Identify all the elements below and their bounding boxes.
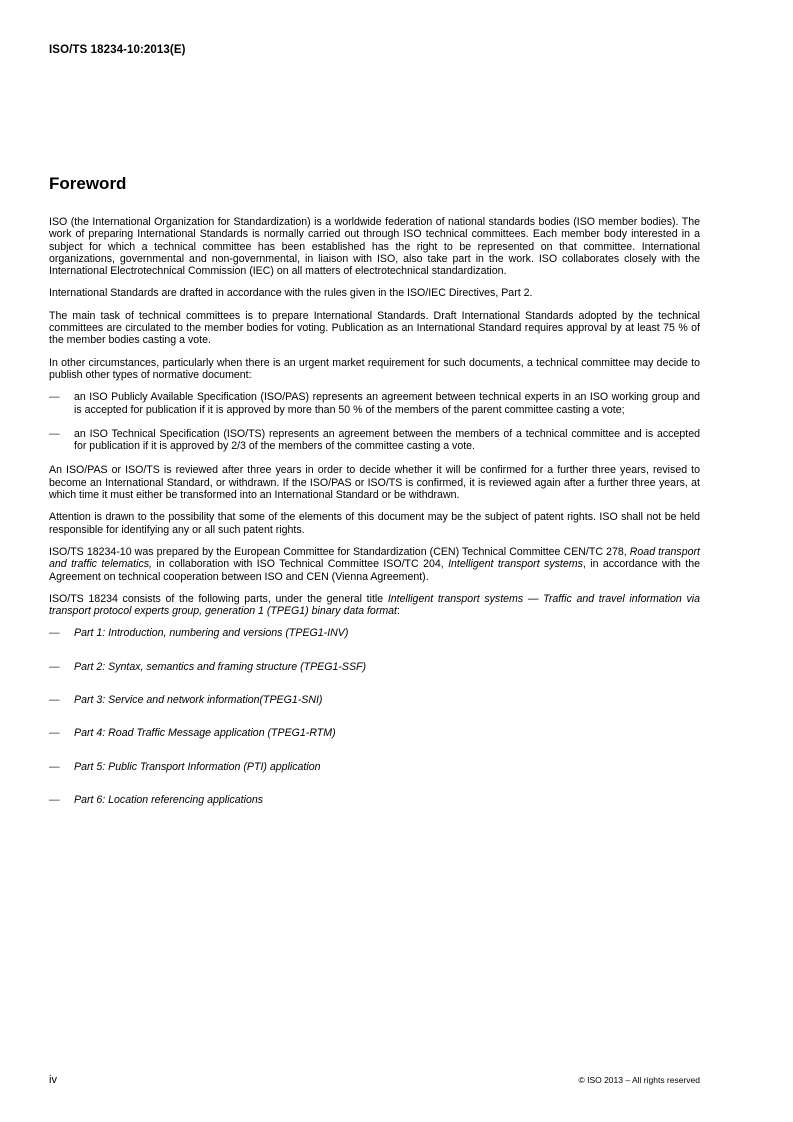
part-title: Part 5: Public Transport Information (PTI) application	[74, 760, 321, 773]
prepared-text-2: in collaboration with ISO Technical Committee ISO/TC 204,	[152, 558, 449, 571]
part-title: Part 6: Location referencing applications	[74, 793, 264, 806]
list-item-iso-pas: — an ISO Publicly Available Specification (ISO/PAS) represents an agreement between technical experts in an ISO working group and is accepted for publication if it is approved by more than 50 % of the members of the parent committee casting a vote;	[49, 391, 700, 416]
list-item-part	[49, 694, 700, 706]
paragraph-committee-task: The main task of technical committees is to prepare International Standards. Draft International Standards adopted by the technical committees are circulated to the member bodies for voting. Publication as an International Standard requires approval by at least 75 % of the member bodies casting a vote.	[49, 309, 700, 347]
part-title: Part 4: Road Traffic Message application (TPEG1-RTM)	[74, 727, 336, 740]
list-item-part	[49, 761, 700, 773]
prepared-iso-committee-title: Intelligent transport systems	[448, 558, 583, 571]
general-title: Intelligent transport systems — Traffic and travel information via transport protocol experts group, generation 1 (TPEG1) binary data format	[49, 592, 701, 618]
document-id-header: ISO/TS 18234-10:2013(E)	[49, 44, 186, 56]
consists-text-1: ISO/TS 18234 consists of the following parts, under the general title	[49, 592, 388, 605]
paragraph-parts-intro	[49, 593, 700, 618]
paragraph-prepared-by	[49, 546, 700, 583]
copyright-notice: © ISO 2013 – All rights reserved	[578, 1075, 700, 1085]
part-title: Part 2: Syntax, semantics and framing structure (TPEG1-SSF)	[74, 660, 367, 673]
prepared-text-1: ISO/TS 18234-10 was prepared by the European Committee for Standardization (CEN) Technical Committee CEN/TC 278,	[49, 545, 630, 558]
part-title: Part 1: Introduction, numbering and versions (TPEG1-INV)	[74, 627, 349, 640]
prepared-committee-title: Road transport and traffic telematics,	[49, 545, 700, 571]
list-item-part	[49, 627, 700, 639]
consists-text-2: :	[397, 605, 400, 618]
paragraph-patent-rights: Attention is drawn to the possibility that some of the elements of this document may be the subject of patent rights. ISO shall not be held responsible for identifying any or all such patent rights.	[49, 511, 700, 536]
foreword-body	[49, 216, 700, 816]
paragraph-other-circumstances: In other circumstances, particularly when there is an urgent market requirement for such documents, a technical committee may decide to publish other types of normative document:	[49, 356, 700, 381]
list-item-part	[49, 727, 700, 739]
list-item-part	[49, 661, 700, 673]
paragraph-iso-intro: ISO (the International Organization for Standardization) is a worldwide federation of national standards bodies (ISO member bodies). The work of preparing International Standards is normally carried out through ISO technical committees. Each member body interested in a subject for which a technical committee has been established has the right to be represented on that committee. International organizations, governmental and non-governmental, in liaison with ISO, also take part in the work. ISO collaborates closely with the International Electrotechnical Commission (IEC) on all matters of electrotechnical standardization.	[49, 216, 700, 278]
prepared-text-3: , in accordance with the Agreement on technical cooperation between ISO and CEN (Vienna Agreement).	[49, 558, 700, 583]
paragraph-review: An ISO/PAS or ISO/TS is reviewed after three years in order to decide whether it will be confirmed for a further three years, revised to become an International Standard, or withdrawn. If the ISO/PAS or ISO/TS is confirmed, it is reviewed again after a further three years, at which time it must either be transformed into an International Standard or be withdrawn.	[49, 464, 700, 502]
parts-list	[49, 627, 700, 806]
page-title: Foreword	[49, 174, 127, 193]
page-number: iv	[49, 1074, 57, 1086]
list-item-part	[49, 794, 700, 806]
document-types-list	[49, 391, 700, 452]
paragraph-directives: International Standards are drafted in accordance with the rules given in the ISO/IEC Directives, Part 2.	[49, 287, 533, 300]
part-title: Part 3: Service and network information(TPEG1-SNI)	[74, 694, 323, 707]
list-item-iso-ts: — an ISO Technical Specification (ISO/TS) represents an agreement between the members of a technical committee and is accepted for publication if it is approved by 2/3 of the members of the committee casting a vote.	[49, 428, 700, 453]
